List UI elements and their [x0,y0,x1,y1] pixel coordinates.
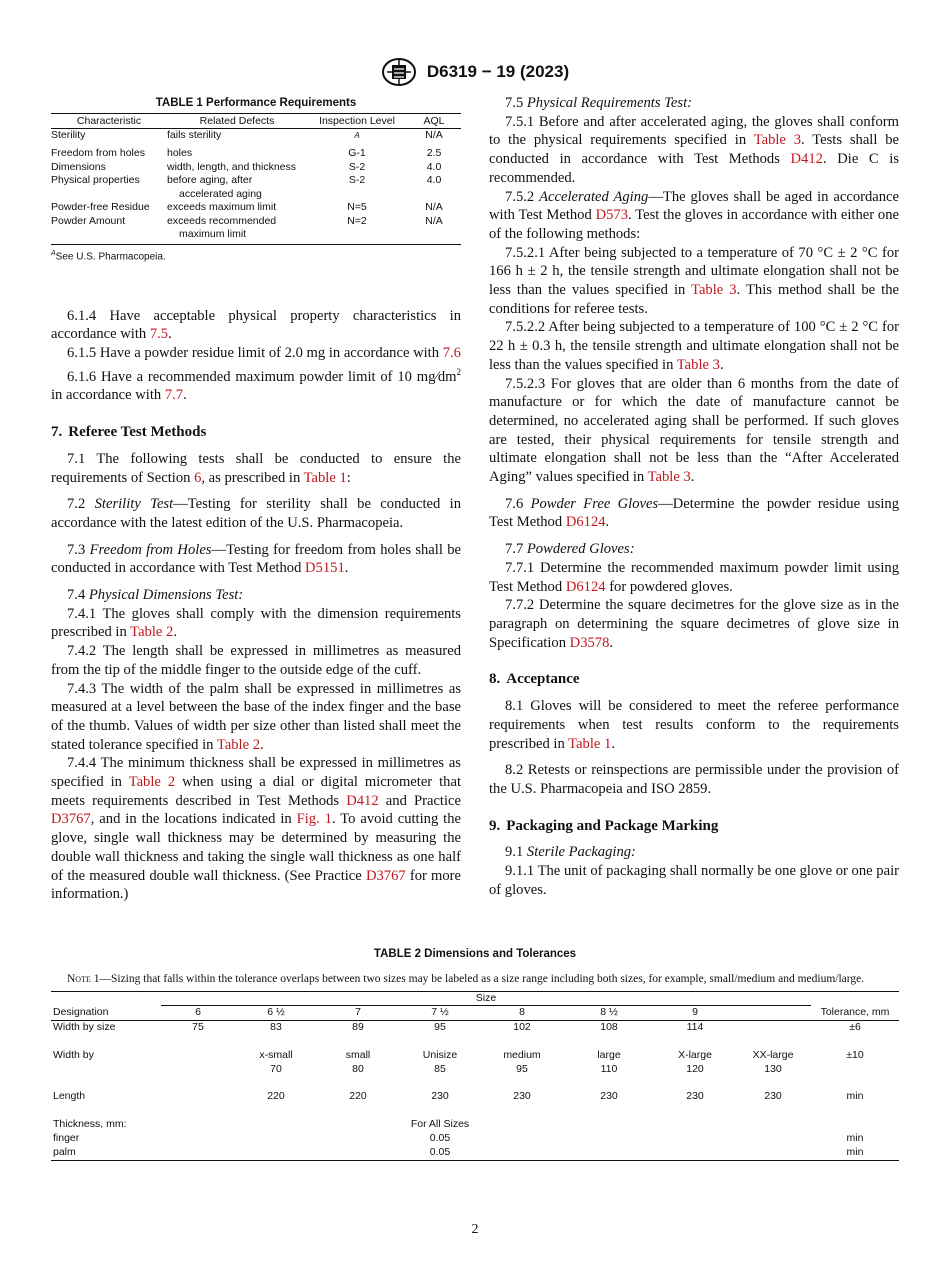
text: for powdered gloves. [605,578,733,595]
footnote-mark: A [51,249,56,257]
superscript: 2 [456,366,461,377]
text: : [346,469,351,486]
table-cell [161,1049,235,1063]
standard-link-d573[interactable]: D573 [595,207,629,224]
table-cell: S-2 [348,174,366,187]
footnote-text: See U.S. Pharmacopeia. [55,251,166,263]
table-row [51,1118,899,1132]
table-cell: N/A [425,201,443,214]
designation-header: Designation [51,1006,161,1021]
text: . [183,387,187,404]
text: 7.1 The following tests shall be conducted to ensure the requirements of Section [51,450,461,486]
page-number: 2 [471,1222,479,1237]
table-cell: 230 [764,1090,782,1103]
paragraph-7-4-1 [51,605,461,642]
row-label: Length [53,1090,86,1103]
text: . [719,356,724,373]
table-header-row [51,991,899,1006]
table-cell: Sterility [51,129,86,142]
table-row [51,1090,899,1104]
text: 7.5.2.2 After being subjected to a temperature of 100 °C ± 2 °C for 22 h ± 0.3 h, the tensile strength and ultimate elongation shall not be less than the values specified in [489,319,899,373]
paragraph-7-7-1 [489,559,899,596]
figure-1-link[interactable]: Fig. 1 [296,811,332,828]
italic-term: Freedom from Holes [89,541,212,558]
paragraph-7-5 [489,94,899,113]
text: , as prescribed in [201,469,304,486]
table-cell: S-2 [348,160,366,173]
table-3-link[interactable]: Table 3 [753,132,802,149]
table-cell: 70 [270,1062,282,1075]
text: . This method shall be the conditions for referee tests. [489,282,900,317]
section-number: 9. [489,817,501,834]
row-label: Width by [53,1048,94,1061]
section-heading-9 [489,817,899,836]
table-row [51,174,461,201]
italic-term: Accelerated Aging [539,188,649,205]
text: 7.6 [505,495,531,512]
standard-link-d412[interactable]: D412 [346,792,379,809]
text: 7.7.1 Determine the recommended maximum powder limit using Test Method [489,559,899,595]
table-2-link[interactable]: Table 2 [130,624,174,641]
text: 7.5.2 [505,188,540,205]
dimensions-tolerances-table [51,991,899,1161]
table-cell: large [597,1048,621,1061]
table-2-note [51,972,899,987]
text: 7.4.4 The minimum thickness shall be expressed in millimetres as specified in [51,755,461,791]
size-cell [735,1006,811,1021]
text: 7.5.1 Before and after accelerated aging, the gloves shall conform to the physical requirements specified in [489,113,899,149]
table-cell: 230 [600,1090,618,1103]
row-label: finger [53,1132,80,1145]
table-cell: Dimensions [51,160,106,173]
text: 7.5.2.1 After being subjected to a temperature of 70 °C ± 2 °C for 166 h ± 2 h, the tensile strength and ultimate elongation shall not be less than the values specified in [489,244,899,299]
paragraph-7-5-2 [489,188,899,244]
paragraph-7-5-2-1 [489,244,899,319]
italic-term: Sterility Test [94,496,174,513]
text: . [690,469,695,486]
text: . [609,634,614,651]
table-2-link[interactable]: Table 2 [128,774,176,791]
text: . [605,514,610,531]
text: 6.1.6 Have a recommended maximum powder limit of 10 mg⁄dm [67,368,457,385]
paragraph-7-4-4 [51,754,461,904]
text: 8.1 Gloves will be considered to meet the referee performance requirements when test results conform to the requirements prescribed in [489,698,899,752]
tolerance-cell: min [846,1132,864,1145]
table-cell: 95 [516,1062,528,1075]
table-cell-line: exceeds recommended [167,214,277,227]
paragraph-6-1-4 [51,307,461,344]
table-cell: 108 [600,1021,618,1034]
table-cell: 2.5 [426,147,442,160]
section-title: Packaging and Package Marking [506,817,719,834]
standard-link-d6124[interactable]: D6124 [565,514,606,531]
paragraph-7-7-2 [489,596,899,652]
table-cell: Physical properties [51,174,140,187]
table-cell: x-small [259,1048,293,1061]
standard-link-d3767[interactable]: D3767 [51,811,91,828]
tolerance-header: Tolerance, mm [811,1006,899,1021]
right-column [489,94,899,899]
table-cell [735,1021,811,1035]
text: —Testing for sterility shall be conducted in accordance with the latest edition of the U.S. Pharmacopeia. [51,496,461,531]
table-cell: 95 [434,1021,446,1034]
text: —Testing for freedom from holes shall be conducted in accordance with Test Method [51,541,462,577]
size-cell: 6 [161,1006,235,1021]
table-3-link[interactable]: Table 3 [691,282,737,299]
paragraph-7-2 [51,495,461,532]
size-cell: 8 ½ [563,1006,655,1021]
size-header: Size [161,991,811,1006]
text: , and in the locations indicated in [90,811,297,828]
section-title: Acceptance [506,671,580,688]
standard-link-d3767[interactable]: D3767 [365,867,406,884]
text: . [260,736,264,753]
paragraph-7-6 [489,495,899,532]
table-row [51,1049,899,1063]
column-header: AQL [407,113,461,129]
paragraph-7-5-2-3 [489,375,899,487]
table-cell: G-1 [348,147,366,160]
section-link-6[interactable]: 6 [194,469,202,486]
table-1-footnote [51,245,461,267]
paragraph-7-5-2-2 [489,318,899,374]
table-cell: Freedom from holes [51,147,145,160]
row-label: palm [51,1146,161,1160]
text: 7.4 [67,587,89,604]
paragraph-9-1-1: 9.1.1 The unit of packaging shall normally be one glove or one pair of gloves. [489,863,899,898]
text: . [173,624,177,641]
standard-link-d412[interactable]: D412 [790,151,823,168]
table-cell: fails sterility [167,129,222,142]
table-cell: 4.0 [426,174,442,187]
paragraph-7-4 [51,586,461,605]
paragraph-9-1 [489,843,899,862]
text: for more information.) [51,867,461,903]
size-cell: 7 ½ [399,1006,481,1021]
table-cell-line: accelerated aging [179,187,262,200]
section-heading-8 [489,670,899,689]
standard-link-d5151[interactable]: D5151 [305,560,345,577]
table-cell: N/A [425,129,443,142]
text: 7.5.2.3 For gloves that are older than 6 months from the date of manufacture or for which the date of manufacture cannot be determined, no accelerated aging shall be performed. If such gloves are tested, their physical requirements for tensile strength and ultimate elongation shall not be less than the “After Accelerated Aging” values specified in [489,375,899,486]
table-row [51,1132,899,1146]
text: 7.5 [505,95,527,111]
paragraph-8-1 [489,697,899,753]
table-cell: XX-large [752,1048,794,1061]
table-cell [167,174,307,201]
section-number: 8. [489,671,501,688]
text: . [168,326,172,343]
tolerance-cell: min [846,1090,864,1103]
standard-link-d3578[interactable]: D3578 [569,634,610,651]
text: 6.1.5 Have a powder residue limit of 2.0 mg in accordance with [67,345,443,362]
table-cell: 85 [434,1062,446,1075]
paragraph-7-1 [51,450,461,487]
text: . Die C is recommended. [489,151,899,186]
table-3-link[interactable]: Table 3 [676,356,720,373]
table-cell: 230 [686,1090,704,1103]
text: 7.3 [67,541,90,558]
italic-term: Powdered Gloves: [526,541,635,558]
row-label: Thickness, mm: [53,1118,127,1131]
table-cell: 230 [513,1090,531,1103]
text: 6.1.4 Have acceptable physical property characteristics in accordance with [51,307,461,343]
table-1-link[interactable]: Table 1 [303,469,347,486]
table-cell: 102 [513,1021,531,1034]
table-cell: 230 [431,1090,449,1103]
table-cell [307,129,407,148]
section-number: 7. [51,424,63,441]
row-label: Width by size [53,1021,116,1034]
standard-link-d6124[interactable]: D6124 [565,578,606,595]
performance-requirements-table [51,113,461,245]
table-cell: holes [167,147,193,160]
table-cell: N=5 [347,201,367,214]
table-cell: 0.05 [317,1146,563,1160]
table-cell: 220 [349,1090,367,1103]
paragraph-7-4-2: 7.4.2 The length shall be expressed in millimetres as measured from the tip of the middle finger to the outside edge of the cuff. [51,643,461,678]
table-cell: 0.05 [429,1132,451,1145]
page-header [0,57,950,87]
table-cell: 4.0 [426,160,442,173]
table-cell: 120 [686,1062,704,1075]
table-cell: N/A [407,215,461,245]
table-header-row [51,1006,899,1021]
table-cell [161,1063,235,1077]
table-1-title: TABLE 1 Performance Requirements [155,97,357,109]
paragraph-7-5-1 [489,113,899,188]
document-designation: D6319 − 19 (2023) [426,62,570,81]
section-link-7-5[interactable]: 7.5 [149,326,169,343]
tolerance-cell: ±6 [849,1021,861,1034]
size-cell: 7 [317,1006,399,1021]
text: and Practice [378,792,461,809]
table-cell: 83 [270,1021,282,1034]
table-row [51,129,461,148]
table-row [51,1063,899,1077]
table-cell: 75 [192,1021,204,1034]
paragraph-7-7 [489,540,899,559]
text: . To avoid cutting the glove, single wall thickness may be determined by measuring the double wall thickness and taking the single wall thickness as one half of the measured double wall thickness. (See Practice [51,811,461,884]
table-cell: 110 [600,1062,618,1075]
table-cell: For All Sizes [410,1118,470,1131]
table-cell: 114 [686,1021,704,1034]
section-heading-7 [51,423,461,442]
left-column [51,94,461,904]
table-row [51,201,461,215]
table-cell: width, length, and thickness [167,160,296,173]
section-title: Referee Test Methods [68,424,207,441]
table-cell: Powder-free Residue [51,201,150,214]
tolerance-cell: min [811,1146,899,1160]
table-cell [161,1090,235,1104]
italic-term: Physical Requirements Test: [526,95,692,111]
table-cell-line: maximum limit [179,228,247,241]
astm-logo-icon [381,57,417,87]
text: —Determine the powder residue using Test Method [489,495,900,531]
section-link-7-7[interactable]: 7.7 [164,387,184,404]
column-header: Related Defects [167,113,307,129]
table-row [51,161,461,175]
note-text: —Sizing that falls within the tolerance overlaps between two sizes may be labeled as a size range including both sizes, for example, small/medium and medium/large. [99,973,865,985]
table-row [51,215,461,245]
italic-term: Powder Free Gloves [530,495,659,512]
paragraph-7-3 [51,541,461,578]
text: . [611,735,615,752]
tolerance-cell: ±10 [846,1048,864,1061]
size-cell: 8 [481,1006,563,1021]
table-cell: Unisize [422,1048,458,1061]
table-1 [51,94,461,267]
section-link-7-6[interactable]: 7.6 [442,345,461,362]
text: 9.1 [505,844,527,861]
table-2-link[interactable]: Table 2 [216,736,261,753]
table-cell: 130 [764,1062,782,1075]
text: when using a dial or digital micrometer that meets requirements described in Test Methods [51,774,462,809]
paragraph-6-1-6 [51,363,461,405]
table-cell: medium [503,1048,541,1061]
column-header: Inspection Level [307,113,407,129]
size-cell: 9 [655,1006,735,1021]
table-row [51,1146,899,1160]
paragraph-6-1-5 [51,344,461,363]
table-cell [167,215,307,245]
table-cell: Powder Amount [51,215,167,245]
paragraph-8-2: 8.2 Retests or reinspections are permissible under the provision of the U.S. Pharmacopeia and ISO 2859. [489,762,899,797]
table-1-link[interactable]: Table 1 [568,735,612,752]
table-cell: 220 [267,1090,285,1103]
table-2 [51,948,899,1161]
text: 7.4.1 The gloves shall comply with the dimension requirements prescribed in [51,605,461,641]
table-row [51,147,461,161]
table-cell: N=2 [307,215,407,245]
paragraph-7-4-3 [51,680,461,755]
table-cell-line: before aging, after [167,174,253,187]
column-header: Characteristic [51,113,167,129]
footnote-mark: A [354,131,360,141]
table-cell: X-large [678,1048,712,1061]
table-2-title: TABLE 2 Dimensions and Tolerances [373,948,577,960]
text: in accordance with [51,387,165,404]
italic-term: Physical Dimensions Test: [88,587,244,604]
text: . Tests shall be conducted in accordance with Test Methods [489,132,900,168]
italic-term: Sterile Packaging: [526,844,636,861]
text: . [344,560,349,577]
table-cell: small [345,1048,371,1061]
table-cell: 89 [352,1021,364,1034]
text: . Test the gloves in accordance with either one of the following methods: [489,207,899,242]
size-cell: 6 ½ [235,1006,317,1021]
text: 7.7.2 Determine the square decimetres for the glove size as in the paragraph on determining the square decimetres of glove size in Specification [489,597,899,651]
text: 7.7 [505,541,527,558]
note-label: Note 1 [67,973,100,985]
table-3-link[interactable]: Table 3 [647,469,691,486]
text: —The gloves shall be aged in accordance with Test Method [489,188,899,224]
text: 7.4.3 The width of the palm shall be expressed in millimetres as measured at a level between the base of the index finger and the base of the thumb. Values of width per size other than listed shall meet the stated tolerance specified in [51,680,461,753]
table-cell: exceeds maximum limit [167,201,277,214]
table-cell: 80 [352,1062,364,1075]
text: 7.2 [67,496,95,513]
table-row [51,1021,899,1035]
